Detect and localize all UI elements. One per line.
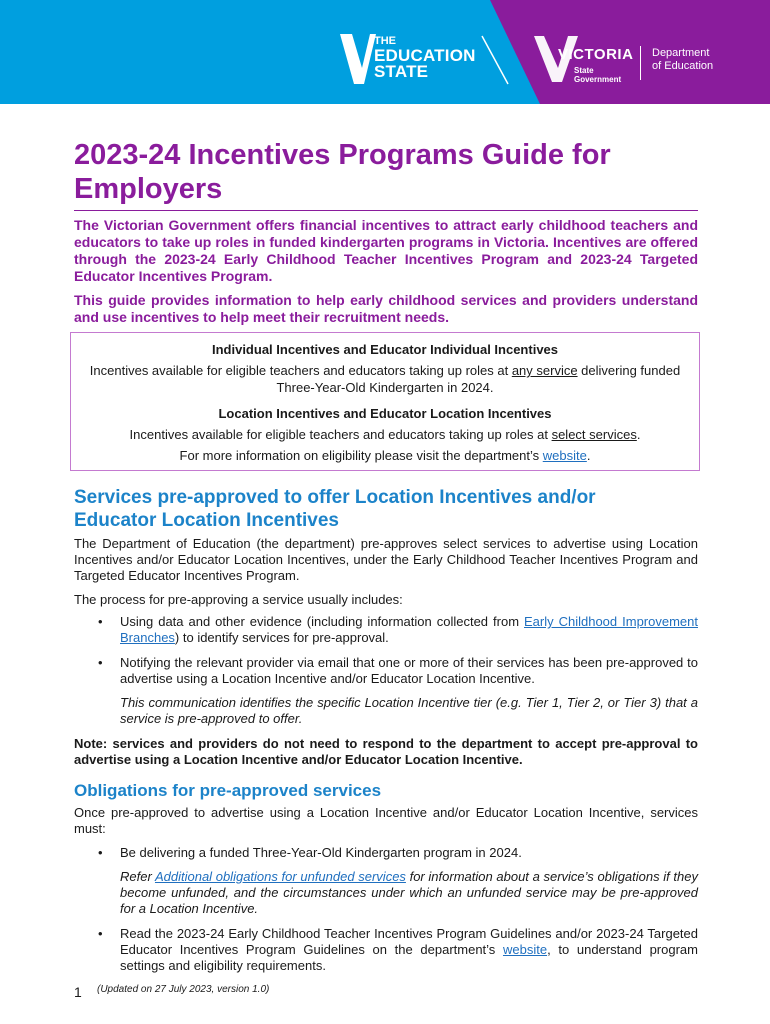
- logo-education: EDUCATION: [374, 46, 476, 65]
- obligation1-text: Be delivering a funded Three-Year-Old Kindergarten program in 2024.: [120, 845, 522, 860]
- website-link-guidelines[interactable]: website: [502, 942, 548, 957]
- pre-approval-process-list: [74, 614, 698, 687]
- logo-government-word: Government: [574, 75, 622, 84]
- logo-slash-icon: [480, 34, 510, 86]
- box-text-more-info: [79, 447, 691, 464]
- box-text3-post: .: [586, 448, 591, 463]
- bullet1-pre: Using data and other evidence (including information collected from: [120, 614, 524, 629]
- dept-line2: of Education: [652, 60, 714, 72]
- box-heading-individual: Individual Incentives and Educator Individual Incentives: [211, 342, 559, 357]
- obligation2-post: , to understand program settings and eligibility requirements.: [120, 942, 698, 973]
- incentives-info-box: [70, 332, 700, 471]
- bullet-icon: •: [98, 926, 103, 941]
- box-text-location: [79, 426, 691, 443]
- page-number: 1: [74, 984, 82, 1000]
- box-text2-pre: Incentives available for eligible teachers and educators taking up roles at: [129, 427, 552, 442]
- bullet1-post: ) to identify services for pre-approval.: [174, 630, 389, 645]
- website-link-box[interactable]: website: [542, 448, 587, 463]
- unfunded-note-pre: Refer: [120, 869, 155, 884]
- document-title: [74, 138, 698, 211]
- box-text1-pre: Incentives available for eligible teachers and educators taking up roles at: [89, 363, 512, 378]
- section1-heading-line2: Educator Location Incentives: [74, 510, 339, 531]
- box-text1-post: delivering funded Three-Year-Old Kindergarten in 2024.: [276, 363, 681, 395]
- title-line2: Employers: [74, 173, 223, 205]
- additional-obligations-link[interactable]: Additional obligations for unfunded services: [154, 869, 406, 884]
- victoria-logo: [534, 36, 634, 86]
- logo-state-government: [574, 66, 621, 84]
- any-service-underline: any service: [511, 363, 578, 378]
- box-text3-pre: For more information on eligibility please visit the department’s: [179, 448, 543, 463]
- note-no-response-needed: Note: services and providers do not need to respond to the department to accept pre-approval to advertise using a Location Incentive and/or Educator Location Incentive.: [74, 736, 698, 767]
- bullet-icon: •: [98, 655, 103, 670]
- header-banner: [0, 0, 770, 104]
- box-text-individual: [79, 362, 691, 396]
- list-item: [74, 614, 698, 646]
- section-heading-pre-approved: [74, 486, 698, 532]
- logo-divider: [640, 46, 641, 80]
- obligation2-pre: Read the 2023-24 Early Childhood Teacher Incentives Program Guidelines and/or 2023-24 Targeted Educator Incentives Program Guidelines on the department’s: [120, 926, 698, 957]
- unfunded-services-note: [74, 869, 698, 917]
- list-item: [74, 926, 698, 974]
- section1-heading-line1: Services pre-approved to offer Location Incentives and/or: [74, 487, 596, 508]
- section1-paragraph-1: The Department of Education (the department) pre-approves select services to advertise using Location Incentives and/or Educator Location Incentives, under the Early Childhood Teacher Incentives Program and Targeted Educator Incentives Program.: [74, 536, 698, 583]
- obligations-list: [74, 845, 698, 861]
- logo-the: THE: [374, 35, 396, 47]
- improvement-branches-link[interactable]: Early Childhood Improvement Branches: [120, 614, 698, 645]
- document-body: [74, 138, 698, 974]
- department-of-education-label: [652, 47, 713, 73]
- select-services-underline: select services: [551, 427, 637, 442]
- section1-paragraph-2: The process for pre-approving a service usually includes:: [74, 592, 403, 607]
- box-heading-location: Location Incentives and Educator Location Incentives: [218, 406, 552, 421]
- section2-paragraph-1: Once pre-approved to advertise using a Location Incentive and/or Educator Location Incentive, services must:: [74, 805, 698, 836]
- intro-paragraph-1: The Victorian Government offers financial incentives to attract early childhood teachers and educators to take up roles in funded kindergarten programs in Victoria. Incentives are offered through the 2023-24 Early Childhood Teacher Incentives Program and 2023-24 Targeted Educator Incentives Program.: [74, 217, 698, 284]
- dept-line1: Department: [652, 47, 710, 59]
- box-text2-post: .: [636, 427, 641, 442]
- education-state-logo: [340, 34, 510, 86]
- bullet-icon: •: [98, 845, 103, 860]
- logo-state: STATE: [374, 62, 429, 81]
- title-line1: 2023-24 Incentives Programs Guide for: [74, 139, 611, 171]
- bullet-icon: •: [98, 614, 103, 629]
- unfunded-note-post: for information about a service’s obligations if they become unfunded, and the circumstances under which an unfunded service may be pre-approved for a Location Incentive.: [120, 869, 698, 916]
- logo-victoria: VICTORIA: [558, 46, 634, 63]
- intro-paragraph-2: This guide provides information to help early childhood services and providers understand and use incentives to help meet their recruitment needs.: [74, 292, 698, 325]
- education-state-v-icon: [340, 34, 376, 84]
- list-item: [74, 655, 698, 687]
- logo-state-word: State: [574, 66, 594, 75]
- obligations-list-continued: [74, 926, 698, 974]
- updated-date: (Updated on 27 July 2023, version 1.0): [97, 984, 270, 995]
- list-item: [74, 845, 698, 861]
- section-heading-obligations: Obligations for pre-approved services: [74, 781, 382, 800]
- tier-communication-note: This communication identifies the specific Location Incentive tier (e.g. Tier 1, Tier 2, or Tier 3) that a service is pre-approved to offer.: [120, 695, 698, 726]
- bullet2-text: Notifying the relevant provider via email that one or more of their services has been pre-approved to advertise using a Location Incentive and/or Educator Location Incentive.: [120, 655, 698, 686]
